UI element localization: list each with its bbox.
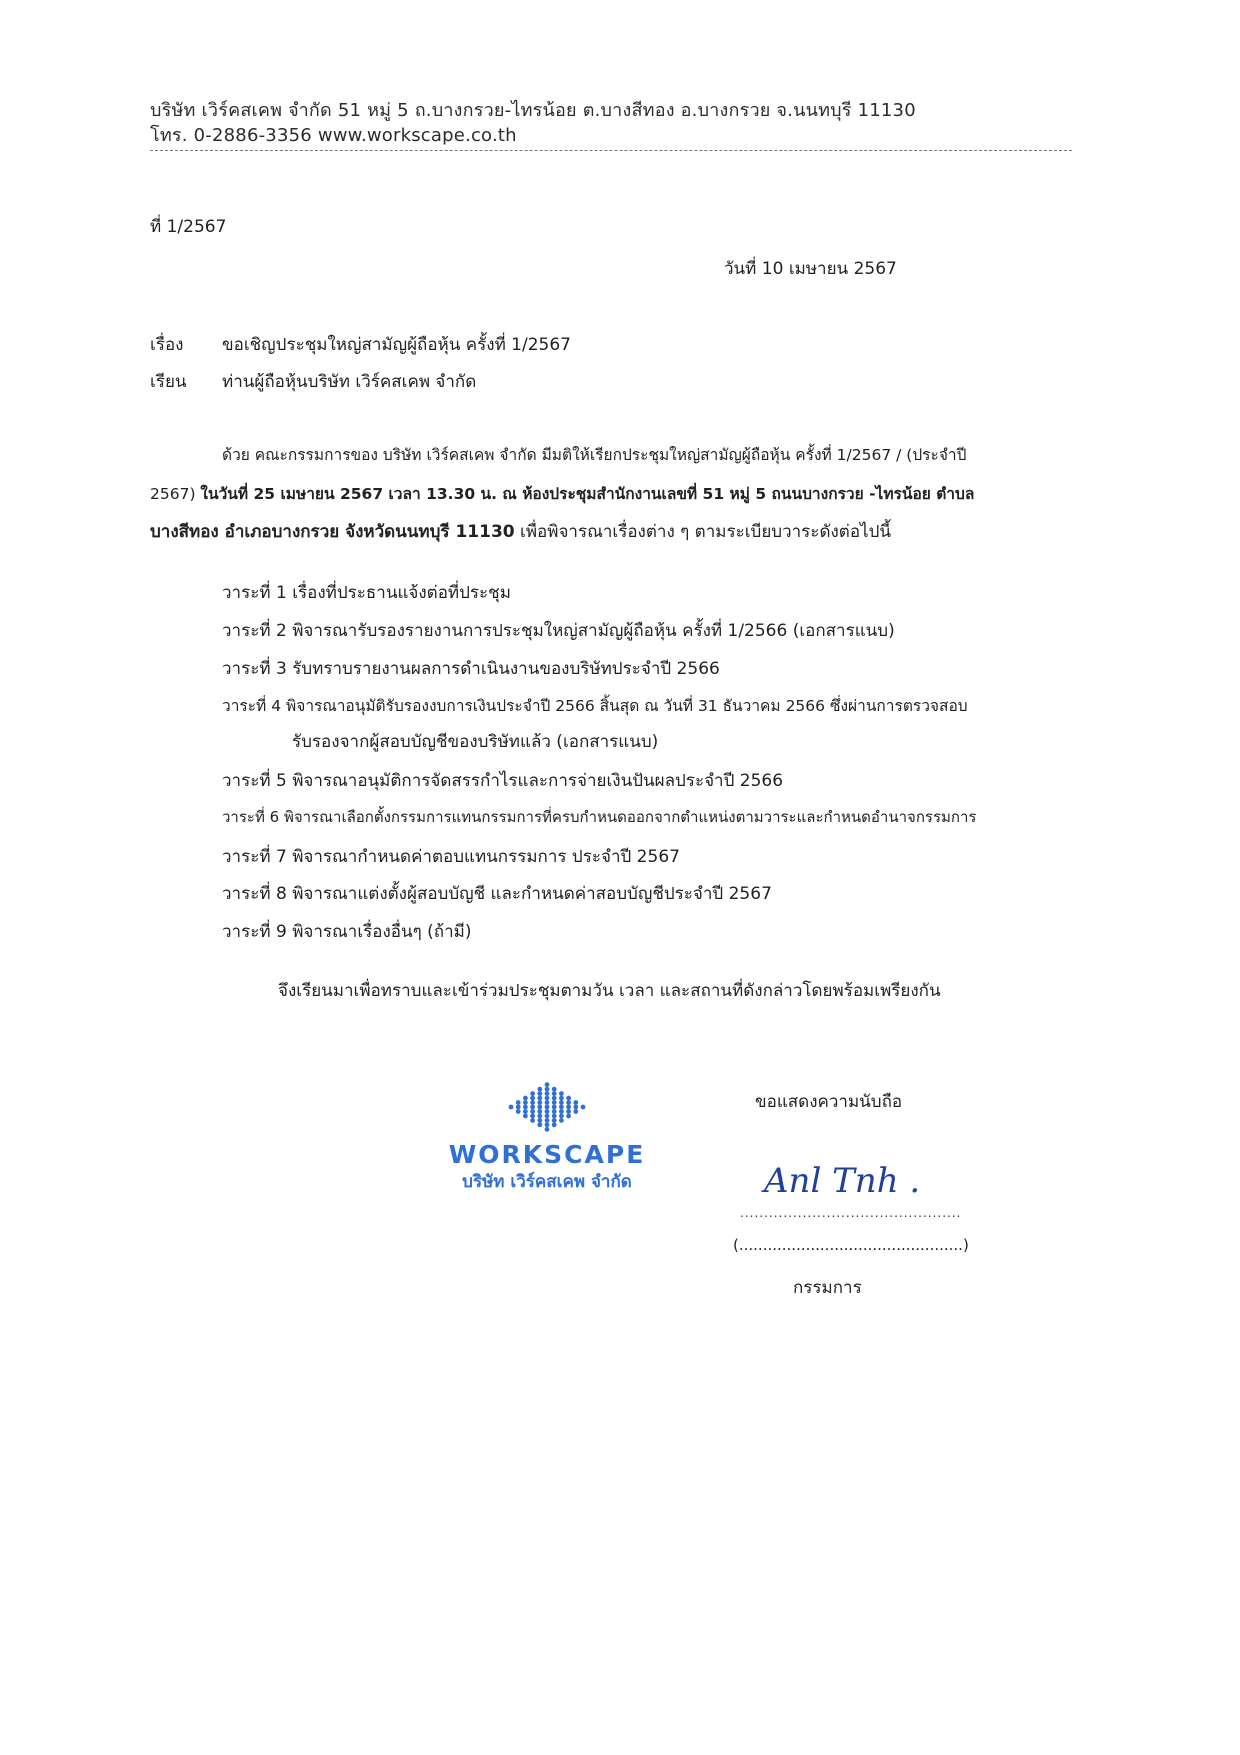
agenda-number: วาระที่ 9 bbox=[222, 922, 287, 942]
agenda-number: วาระที่ 3 bbox=[222, 659, 287, 679]
agenda-text: พิจารณาเลือกตั้งกรรมการแทนกรรมการที่ครบกำหนดออกจากตำแหน่งตามวาระและกำหนดอำนาจกรรมการ bbox=[283, 808, 977, 826]
logo-dot bbox=[530, 1091, 535, 1096]
logo-dot bbox=[545, 1082, 550, 1087]
agenda-item-8 bbox=[222, 880, 772, 907]
agenda-text: พิจารณาแต่งตั้งผู้สอบบัญชี และกำหนดค่าสอบบัญชีประจำปี 2567 bbox=[292, 884, 772, 904]
logo-dot bbox=[523, 1100, 528, 1105]
logo-dot bbox=[566, 1100, 571, 1105]
logo-thai-name: บริษัท เวิร์คสเคพ จำกัด bbox=[462, 1172, 632, 1192]
body-line-2-start: 2567) bbox=[150, 485, 201, 503]
logo-dot bbox=[545, 1127, 550, 1132]
logo-dot bbox=[523, 1096, 528, 1101]
logo-dot bbox=[559, 1114, 564, 1119]
logo-dot bbox=[545, 1109, 550, 1114]
logo-dot bbox=[523, 1109, 528, 1114]
recipient-text: ท่านผู้ถือหุ้นบริษัท เวิร์คสเคพ จำกัด bbox=[222, 372, 477, 392]
body-line-1: ด้วย คณะกรรมการของ บริษัท เวิร์คสเคพ จำกัด มีมติให้เรียกประชุมใหญ่สามัญผู้ถือหุ้น ครั้งที่ 1/2567 / (ประจำปี bbox=[222, 446, 967, 464]
agenda-item-4 bbox=[222, 693, 968, 718]
logo-dot bbox=[559, 1091, 564, 1096]
logo-dot bbox=[545, 1118, 550, 1123]
agenda-item-9 bbox=[222, 918, 471, 945]
logo-dot bbox=[530, 1096, 535, 1101]
agenda-text: พิจารณาอนุมัติการจัดสรรกำไรและการจ่ายเงินปันผลประจำปี 2566 bbox=[292, 771, 784, 791]
agenda-item-6 bbox=[222, 805, 976, 829]
agenda-number: วาระที่ 4 bbox=[222, 697, 282, 715]
logo-dot bbox=[566, 1096, 571, 1101]
agenda-item-2 bbox=[222, 617, 895, 644]
agenda-item-4-continued: รับรองจากผู้สอบบัญชีของบริษัทแล้ว (เอกสารแนบ) bbox=[292, 732, 659, 752]
company-address-line: บริษัท เวิร์คสเคพ จำกัด 51 หมู่ 5 ถ.บางกรวย-ไทรน้อย ต.บางสีทอง อ.บางกรวย จ.นนทบุรี 11130 bbox=[150, 100, 916, 121]
logo-dot bbox=[545, 1105, 550, 1110]
logo-dot bbox=[559, 1118, 564, 1123]
meeting-location-end: บางสีทอง อำเภอบางกรวย จังหวัดนนทบุรี 11130 bbox=[150, 522, 515, 542]
logo-dot bbox=[552, 1091, 557, 1096]
logo-dot bbox=[566, 1114, 571, 1119]
company-contact-line: โทร. 0-2886-3356 www.workscape.co.th bbox=[150, 125, 517, 146]
logo-dot bbox=[552, 1100, 557, 1105]
logo-dot bbox=[530, 1114, 535, 1119]
logo-dot bbox=[545, 1114, 550, 1119]
logo-dot bbox=[530, 1100, 535, 1105]
signature-dots: .............................................. bbox=[740, 1206, 962, 1220]
closing-salutation: ขอแสดงความนับถือ bbox=[755, 1092, 903, 1112]
logo-dot bbox=[537, 1118, 542, 1123]
logo-dot bbox=[537, 1122, 542, 1127]
logo-dot bbox=[552, 1096, 557, 1101]
reference-number: ที่ 1/2567 bbox=[150, 217, 227, 237]
body-line-3-end: เพื่อพิจารณาเรื่องต่าง ๆ ตามระเบียบวาระดังต่อไปนี้ bbox=[514, 522, 891, 542]
logo-dot bbox=[545, 1087, 550, 1092]
company-logo bbox=[432, 1075, 662, 1195]
agenda-text: รับทราบรายงานผลการดำเนินงานของบริษัทประจำปี 2566 bbox=[292, 659, 720, 679]
logo-dot bbox=[573, 1109, 578, 1114]
subject-label: เรื่อง bbox=[150, 335, 184, 355]
logo-dot bbox=[537, 1114, 542, 1119]
agenda-number: วาระที่ 7 bbox=[222, 847, 287, 867]
logo-dot bbox=[523, 1114, 528, 1119]
logo-dot bbox=[552, 1109, 557, 1114]
logo-dot bbox=[516, 1105, 521, 1110]
logo-dot bbox=[552, 1105, 557, 1110]
agenda-number: วาระที่ 6 bbox=[222, 808, 280, 826]
logo-dot bbox=[552, 1114, 557, 1119]
logo-dot bbox=[537, 1091, 542, 1096]
header-divider bbox=[150, 150, 1072, 151]
agenda-number: วาระที่ 5 bbox=[222, 771, 287, 791]
logo-dot bbox=[559, 1100, 564, 1105]
logo-dot bbox=[516, 1109, 521, 1114]
logo-dot bbox=[530, 1105, 535, 1110]
letter-date: วันที่ 10 เมษายน 2567 bbox=[724, 259, 897, 279]
logo-dot bbox=[545, 1091, 550, 1096]
signatory-title: กรรมการ bbox=[793, 1278, 862, 1298]
logo-dot bbox=[537, 1100, 542, 1105]
closing-paragraph: จึงเรียนมาเพื่อทราบและเข้าร่วมประชุมตามวัน เวลา และสถานที่ดังกล่าวโดยพร้อมเพรียงกัน bbox=[278, 981, 941, 1001]
company-logo-graphic bbox=[432, 1075, 662, 1195]
logo-dot bbox=[566, 1109, 571, 1114]
agenda-number: วาระที่ 2 bbox=[222, 621, 287, 641]
agenda-text: พิจารณากำหนดค่าตอบแทนกรรมการ ประจำปี 2567 bbox=[292, 847, 680, 867]
logo-dot bbox=[552, 1087, 557, 1092]
logo-dot bbox=[530, 1109, 535, 1114]
logo-dot bbox=[573, 1105, 578, 1110]
agenda-item-5 bbox=[222, 767, 783, 794]
agenda-text: เรื่องที่ประธานแจ้งต่อที่ประชุม bbox=[292, 583, 511, 603]
logo-dot bbox=[545, 1096, 550, 1101]
logo-dot bbox=[537, 1096, 542, 1101]
logo-dot bbox=[523, 1105, 528, 1110]
logo-dot bbox=[509, 1105, 514, 1110]
logo-dot bbox=[537, 1109, 542, 1114]
logo-dot bbox=[573, 1100, 578, 1105]
agenda-item-7 bbox=[222, 843, 680, 870]
logo-dot bbox=[530, 1118, 535, 1123]
logo-dot bbox=[537, 1087, 542, 1092]
logo-dot bbox=[559, 1109, 564, 1114]
logo-dot bbox=[581, 1105, 586, 1110]
logo-dot bbox=[545, 1122, 550, 1127]
subject-text: ขอเชิญประชุมใหญ่สามัญผู้ถือหุ้น ครั้งที่ 1/2567 bbox=[222, 335, 571, 355]
agenda-item-3 bbox=[222, 655, 720, 682]
body-line-3 bbox=[150, 518, 891, 545]
signatory-name-placeholder: (...............................................) bbox=[733, 1236, 969, 1254]
logo-wordmark: WORKSCAPE bbox=[448, 1140, 646, 1169]
logo-dot bbox=[552, 1118, 557, 1123]
recipient-label: เรียน bbox=[150, 372, 187, 392]
logo-dot bbox=[559, 1105, 564, 1110]
logo-dot bbox=[516, 1100, 521, 1105]
logo-dot bbox=[559, 1096, 564, 1101]
logo-dot bbox=[566, 1105, 571, 1110]
agenda-item-1 bbox=[222, 579, 511, 606]
agenda-text: พิจารณาเรื่องอื่นๆ (ถ้ามี) bbox=[292, 922, 472, 942]
logo-dot bbox=[545, 1100, 550, 1105]
agenda-text: พิจารณารับรองรายงานการประชุมใหญ่สามัญผู้ถือหุ้น ครั้งที่ 1/2566 (เอกสารแนบ) bbox=[292, 621, 895, 641]
signature-scribble: Anl Tnh . bbox=[764, 1161, 921, 1201]
agenda-text: พิจารณาอนุมัติรับรองงบการเงินประจำปี 2566 สิ้นสุด ณ วันที่ 31 ธันวาคม 2566 ซึ่งผ่านการตรวจสอบ bbox=[286, 697, 968, 715]
meeting-datetime-location: ในวันที่ 25 เมษายน 2567 เวลา 13.30 น. ณ ห้องประชุมสำนักงานเลขที่ 51 หมู่ 5 ถนนบางกรวย -ไทรน้อย ตำบล bbox=[200, 485, 975, 503]
agenda-number: วาระที่ 8 bbox=[222, 884, 287, 904]
logo-dot bbox=[537, 1105, 542, 1110]
logo-dot bbox=[552, 1122, 557, 1127]
body-line-2 bbox=[150, 481, 974, 506]
handwritten-signature bbox=[760, 1150, 950, 1210]
agenda-number: วาระที่ 1 bbox=[222, 583, 287, 603]
